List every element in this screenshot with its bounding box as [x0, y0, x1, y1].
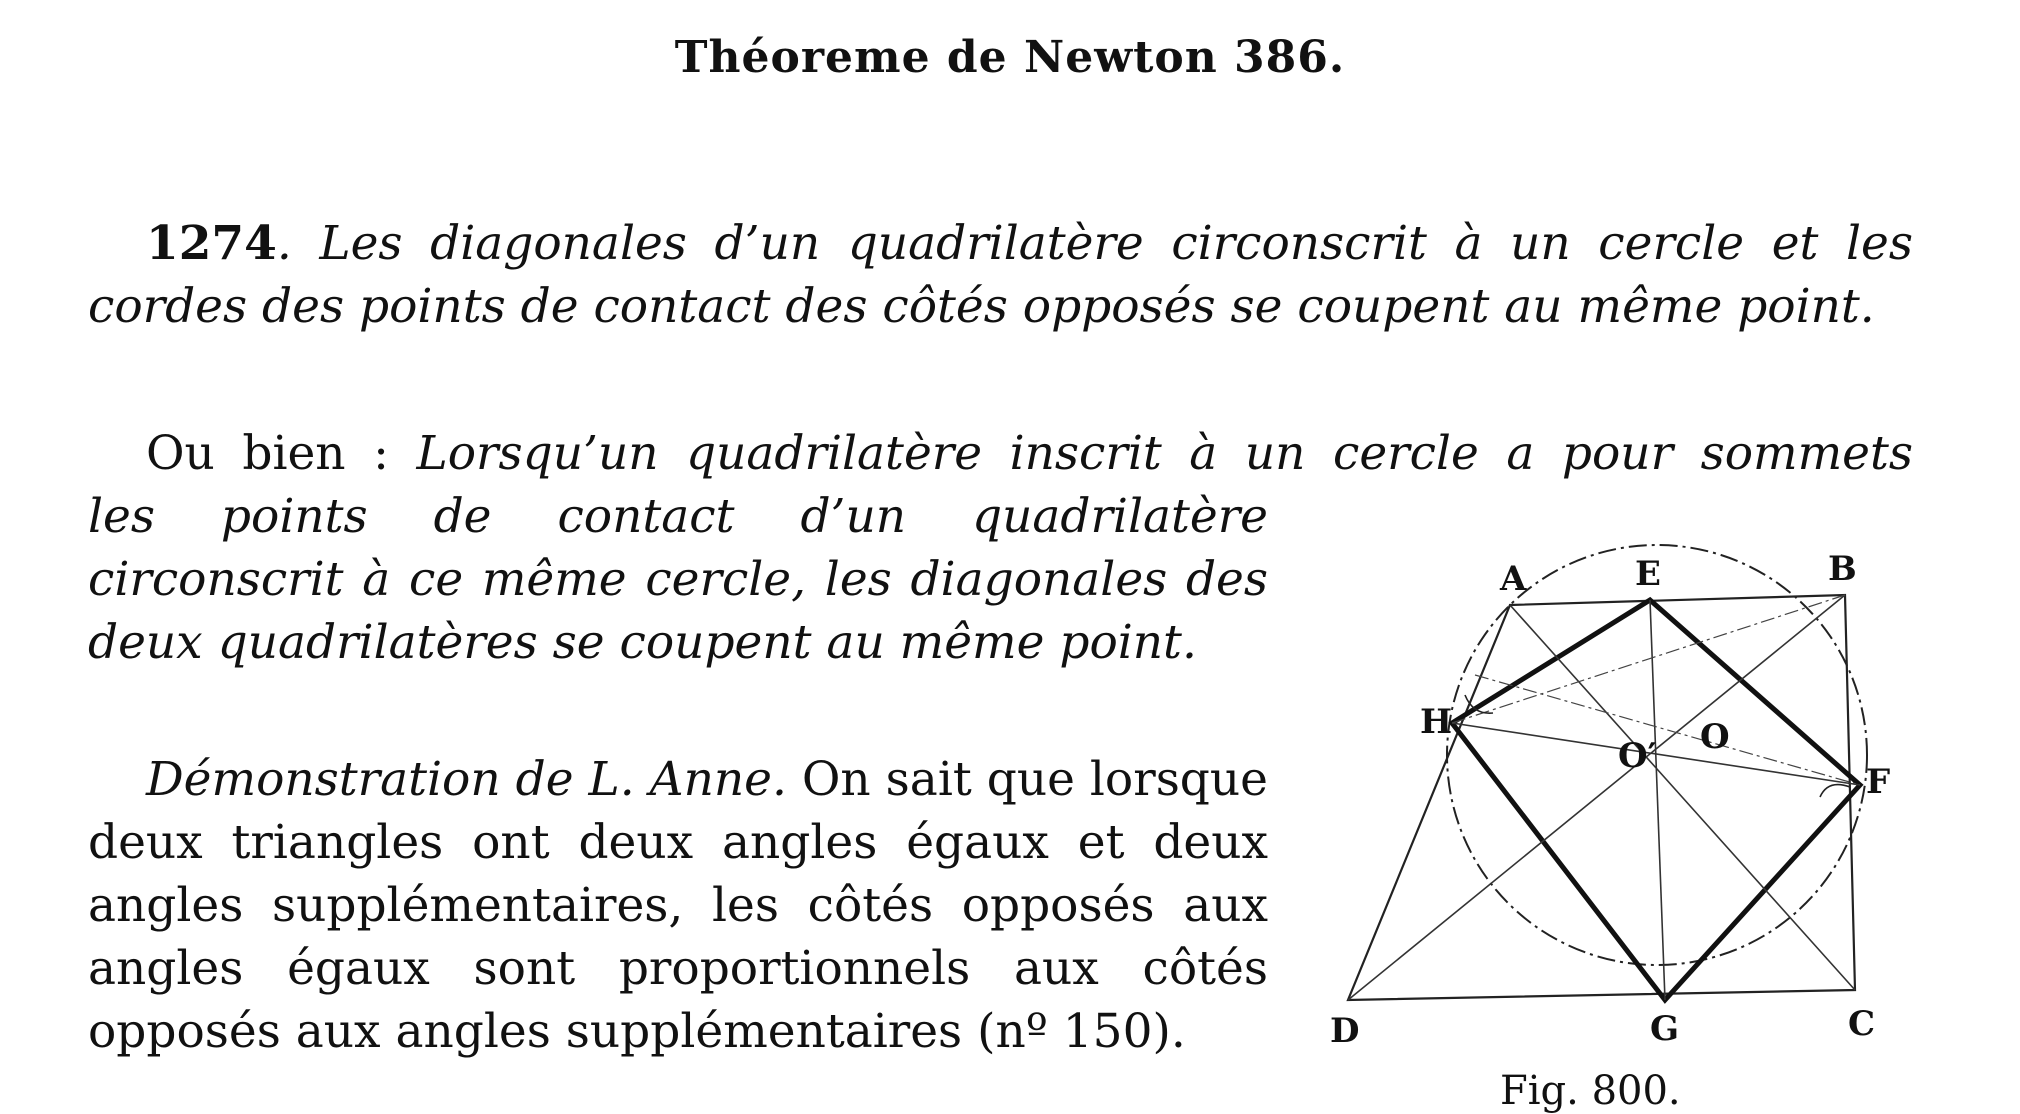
circumscribed-quadrilateral [1348, 595, 1855, 1000]
auxiliary-line-1 [1475, 675, 1860, 785]
page-title: Théoreme de Newton 386. [674, 32, 1346, 83]
theorem-number: 1274 [146, 216, 277, 271]
label-f: F [1866, 762, 1891, 802]
theorem-paragraph [88, 212, 1913, 338]
diagonal-ac [1510, 605, 1855, 990]
angle-mark-f [1820, 785, 1850, 797]
label-c: C [1848, 1004, 1876, 1044]
demonstration-paragraph [88, 748, 1268, 1063]
label-o-prime: O′ [1618, 736, 1657, 776]
figure-800-diagram [1300, 535, 1900, 1055]
ou-bien-line1: Lorsqu’un quadrilatère inscrit à un cercle a pour sommets [416, 426, 1913, 481]
demonstration-text: On sait que lorsque deux triangles ont deux angles égaux et deux angles supplémentaires, les côtés opposés aux angles égaux sont proportionnels aux côtés opposés aux angles supplémentaires (nº 150). [88, 752, 1268, 1059]
label-o: O [1700, 717, 1730, 757]
theorem-statement: . Les diagonales d’un quadrilatère circonscrit à un cercle et les cordes des points de contact des côtés opposés se coupent au même point. [88, 216, 1913, 334]
ou-bien-lead: Ou bien : [146, 426, 417, 481]
demonstration-label: Démonstration de L. Anne. [146, 752, 787, 807]
label-b: B [1828, 549, 1857, 589]
auxiliary-line-2 [1452, 595, 1845, 723]
label-h: H [1420, 702, 1453, 742]
label-a: A [1500, 559, 1527, 599]
label-e: E [1635, 554, 1661, 594]
figure-caption: Fig. 800. [1500, 1068, 1681, 1114]
inscribed-quadrilateral [1452, 600, 1860, 1000]
diagonal-bd [1348, 595, 1845, 1000]
ou-bien-rest: les points de contact d’un quadrilatère circonscrit à ce même cercle, les diagonales des deux quadrilatères se coupent au même point. [88, 489, 1268, 670]
ou-bien-first-line [88, 422, 1913, 485]
label-d: D [1330, 1011, 1360, 1051]
label-g: G [1650, 1009, 1680, 1049]
chord-eg [1650, 600, 1665, 1000]
